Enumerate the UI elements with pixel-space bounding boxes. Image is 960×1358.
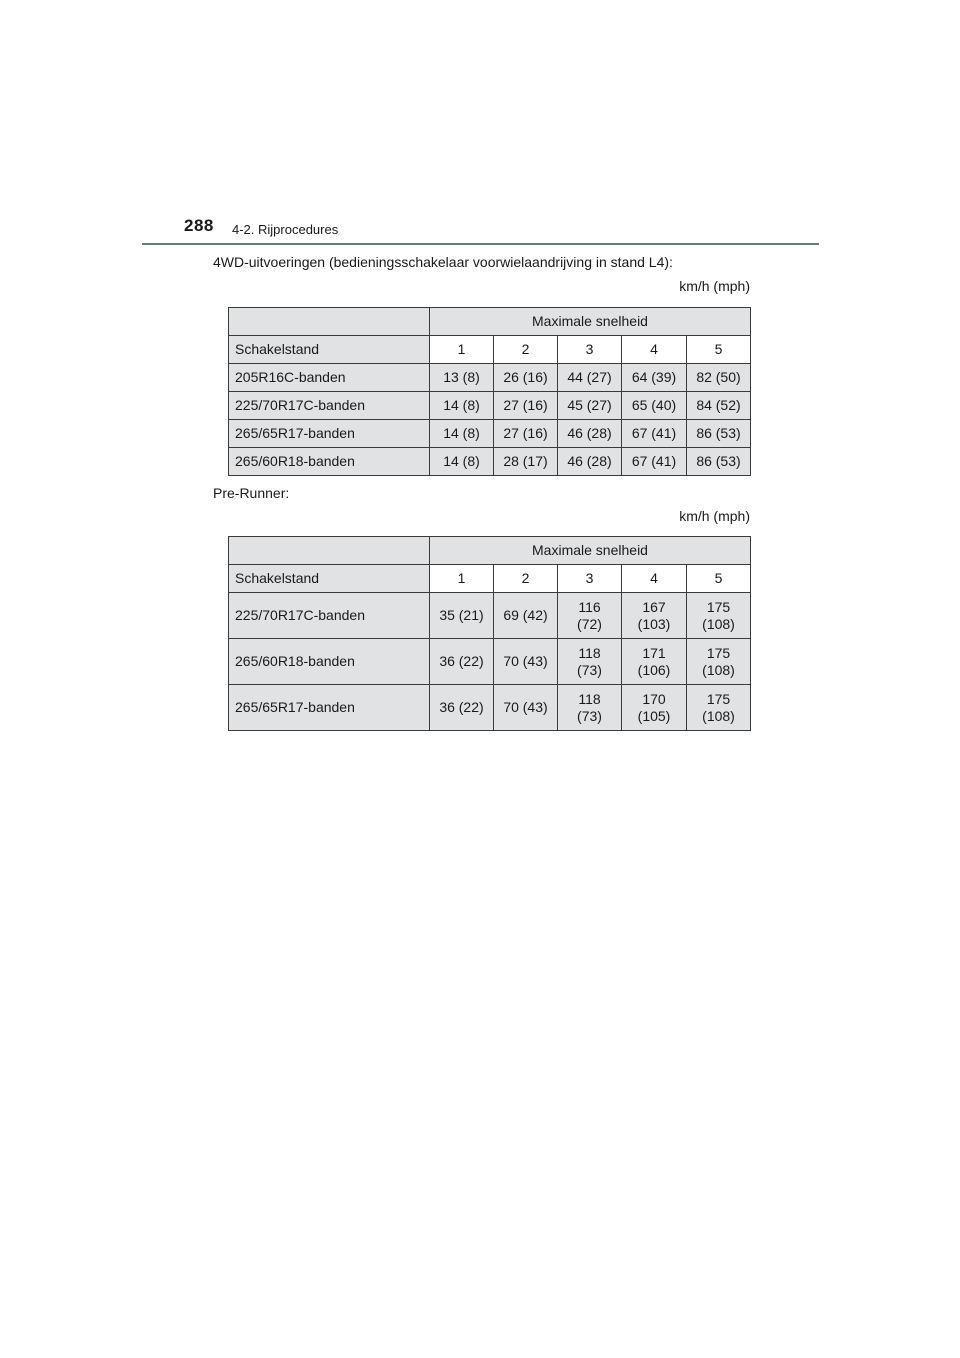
table2-unit: km/h (mph) bbox=[679, 508, 750, 524]
speed-mph: (73) bbox=[577, 661, 602, 678]
tire-label: 265/60R18-banden bbox=[229, 639, 430, 685]
speed-cell: 86 (53) bbox=[687, 448, 751, 476]
speed-cell: 46 (28) bbox=[558, 448, 622, 476]
speed-kmh: 175 bbox=[706, 644, 731, 661]
speed-kmh: 118 bbox=[578, 690, 601, 707]
column-header: 2 bbox=[494, 336, 558, 364]
speed-table-pre-runner bbox=[228, 536, 751, 731]
column-header: 2 bbox=[494, 565, 558, 593]
speed-cell bbox=[622, 639, 687, 685]
speed-cell: 14 (8) bbox=[430, 420, 494, 448]
speed-kmh: 171 bbox=[642, 644, 666, 661]
speed-cell: 70 (43) bbox=[494, 639, 558, 685]
table-row bbox=[229, 364, 751, 392]
speed-cell bbox=[687, 685, 751, 731]
table1-unit: km/h (mph) bbox=[679, 278, 750, 294]
speed-cell: 27 (16) bbox=[494, 420, 558, 448]
speed-cell: 65 (40) bbox=[622, 392, 687, 420]
column-header: 5 bbox=[687, 336, 751, 364]
speed-mph: (106) bbox=[637, 661, 671, 678]
speed-cell bbox=[558, 685, 622, 731]
speed-cell: 84 (52) bbox=[687, 392, 751, 420]
speed-kmh: 175 bbox=[706, 690, 731, 707]
speed-cell: 13 (8) bbox=[430, 364, 494, 392]
table2-intro: Pre-Runner: bbox=[213, 485, 290, 501]
column-header: 1 bbox=[430, 565, 494, 593]
section-title: 4-2. Rijprocedures bbox=[232, 222, 339, 237]
tire-label: 225/70R17C-banden bbox=[229, 392, 430, 420]
speed-cell: 64 (39) bbox=[622, 364, 687, 392]
speed-kmh: 175 bbox=[706, 598, 731, 615]
table-corner bbox=[229, 308, 430, 336]
table-row bbox=[229, 448, 751, 476]
speed-cell: 46 (28) bbox=[558, 420, 622, 448]
table-row bbox=[229, 392, 751, 420]
speed-cell: 45 (27) bbox=[558, 392, 622, 420]
speed-cell: 27 (16) bbox=[494, 392, 558, 420]
speed-kmh: 170 bbox=[642, 690, 666, 707]
table-title: Maximale snelheid bbox=[430, 308, 751, 336]
speed-cell: 82 (50) bbox=[687, 364, 751, 392]
speed-cell: 67 (41) bbox=[622, 420, 687, 448]
tire-label: 225/70R17C-banden bbox=[229, 593, 430, 639]
row-header: Schakelstand bbox=[229, 565, 430, 593]
speed-cell: 36 (22) bbox=[430, 639, 494, 685]
tire-label: 205R16C-banden bbox=[229, 364, 430, 392]
header-rule bbox=[142, 243, 819, 245]
speed-table-4wd bbox=[228, 307, 751, 476]
speed-cell: 70 (43) bbox=[494, 685, 558, 731]
speed-cell bbox=[687, 593, 751, 639]
speed-cell: 67 (41) bbox=[622, 448, 687, 476]
speed-cell: 26 (16) bbox=[494, 364, 558, 392]
column-header: 5 bbox=[687, 565, 751, 593]
speed-cell bbox=[687, 639, 751, 685]
column-header: 4 bbox=[622, 336, 687, 364]
speed-cell: 28 (17) bbox=[494, 448, 558, 476]
speed-mph: (108) bbox=[702, 615, 735, 632]
speed-mph: (72) bbox=[577, 615, 602, 632]
table-row bbox=[229, 420, 751, 448]
tire-label: 265/60R18-banden bbox=[229, 448, 430, 476]
speed-cell bbox=[558, 639, 622, 685]
column-header: 3 bbox=[558, 336, 622, 364]
speed-mph: (108) bbox=[702, 707, 735, 724]
speed-cell bbox=[622, 685, 687, 731]
table1-intro: 4WD-uitvoeringen (bedieningsschakelaar voorwielaandrijving in stand L4): bbox=[213, 254, 673, 270]
speed-kmh: 167 bbox=[642, 598, 666, 615]
row-header: Schakelstand bbox=[229, 336, 430, 364]
speed-kmh: 116 bbox=[578, 598, 601, 615]
speed-cell: 36 (22) bbox=[430, 685, 494, 731]
column-header: 1 bbox=[430, 336, 494, 364]
speed-cell: 86 (53) bbox=[687, 420, 751, 448]
speed-mph: (73) bbox=[577, 707, 602, 724]
speed-cell: 14 (8) bbox=[430, 392, 494, 420]
column-header: 4 bbox=[622, 565, 687, 593]
table-row bbox=[229, 685, 751, 731]
column-header: 3 bbox=[558, 565, 622, 593]
speed-cell bbox=[622, 593, 687, 639]
page-number: 288 bbox=[184, 216, 214, 235]
speed-mph: (105) bbox=[637, 707, 671, 724]
speed-cell: 35 (21) bbox=[430, 593, 494, 639]
tire-label: 265/65R17-banden bbox=[229, 420, 430, 448]
tire-label: 265/65R17-banden bbox=[229, 685, 430, 731]
speed-mph: (108) bbox=[702, 661, 735, 678]
speed-cell: 69 (42) bbox=[494, 593, 558, 639]
speed-kmh: 118 bbox=[578, 644, 601, 661]
table-row bbox=[229, 639, 751, 685]
speed-mph: (103) bbox=[637, 615, 671, 632]
speed-cell: 14 (8) bbox=[430, 448, 494, 476]
speed-cell bbox=[558, 593, 622, 639]
table-title: Maximale snelheid bbox=[430, 537, 751, 565]
speed-cell: 44 (27) bbox=[558, 364, 622, 392]
table-corner bbox=[229, 537, 430, 565]
table-row bbox=[229, 593, 751, 639]
